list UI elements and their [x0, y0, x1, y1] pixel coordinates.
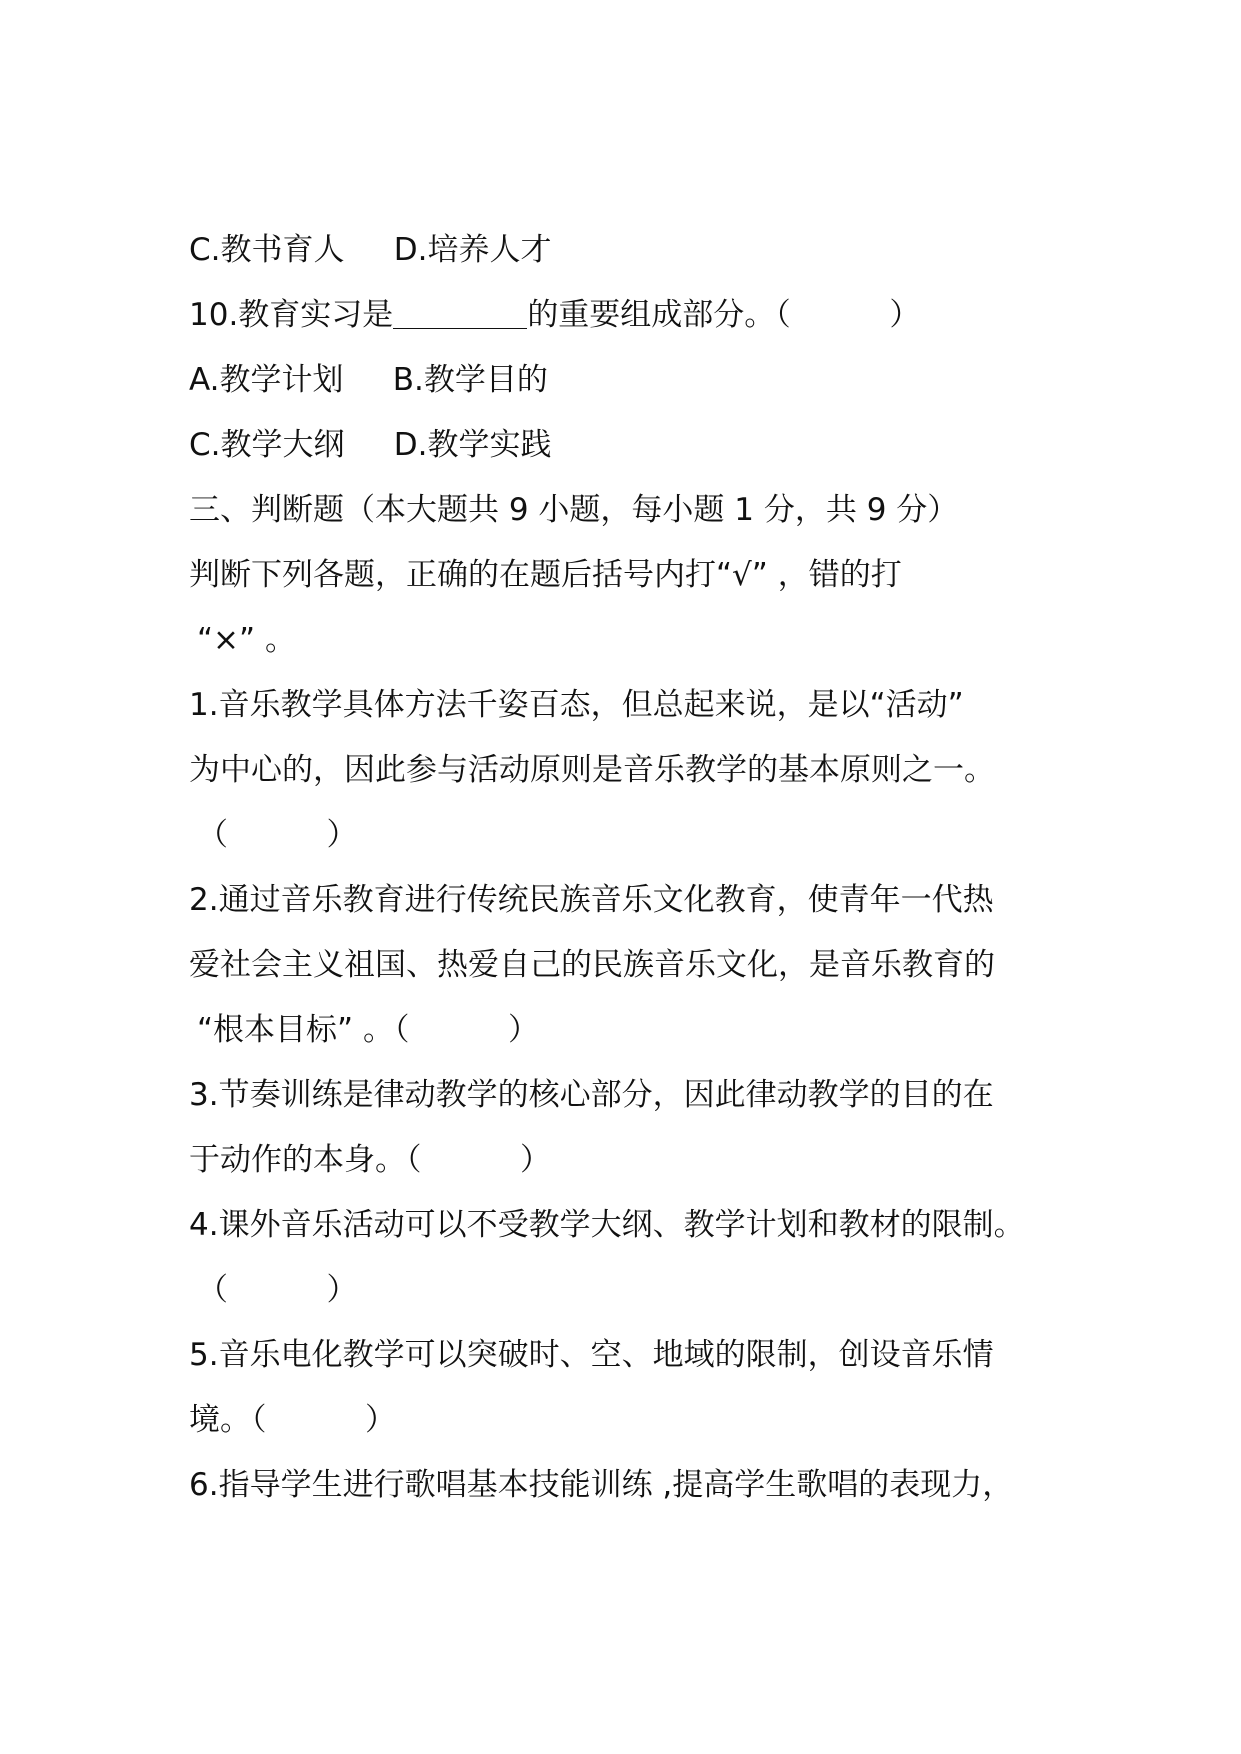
exam-content: [189, 218, 1079, 1518]
fill-in-blank: [393, 298, 527, 329]
question-10-tail: 的重要组成部分。（ ）: [527, 297, 921, 333]
judgment-1: 1.音乐教学具体方法千姿百态，但总起来说，是以“活动”: [189, 687, 964, 723]
judgment-5-cont: 境。（ ）: [189, 1402, 397, 1438]
judgment-2: 2.通过音乐教育进行传统民族音乐文化教育，使青年一代热: [189, 882, 994, 918]
judgment-3: 3.节奏训练是律动教学的核心部分，因此律动教学的目的在: [189, 1077, 994, 1113]
answer-bracket: （ ）: [197, 1272, 358, 1308]
section-instructions-cont: “×” 。: [197, 622, 296, 658]
judgment-6: 6.指导学生进行歌唱基本技能训练 ,提高学生歌唱的表现力，: [189, 1467, 1014, 1503]
question-10-stem: 10.教育实习是: [189, 297, 394, 333]
option-line-a-b: A.教学计划 B.教学目的: [189, 362, 548, 398]
judgment-3-cont: 于动作的本身。（ ）: [189, 1142, 552, 1178]
judgment-2-cont: 爱社会主义祖国、热爱自己的民族音乐文化，是音乐教育的: [189, 947, 995, 983]
section-heading: 三、判断题（本大题共 9 小题，每小题 1 分，共 9 分）: [189, 492, 959, 528]
answer-bracket: （ ）: [197, 817, 358, 853]
section-instructions: 判断下列各题，正确的在题后括号内打“√” ，错的打: [189, 557, 902, 593]
judgment-1-cont: 为中心的，因此参与活动原则是音乐教学的基本原则之一。: [189, 752, 995, 788]
judgment-5: 5.音乐电化教学可以突破时、空、地域的限制，创设音乐情: [189, 1337, 994, 1373]
option-line-c-d: C.教书育人 D.培养人才: [189, 232, 552, 268]
judgment-4: 4.课外音乐活动可以不受教学大纲、教学计划和教材的限制。: [189, 1207, 1025, 1243]
question-10: [189, 283, 1079, 348]
option-line-c-d-2: C.教学大纲 D.教学实践: [189, 427, 552, 463]
judgment-2-end: “根本目标” 。（ ）: [197, 1012, 540, 1048]
